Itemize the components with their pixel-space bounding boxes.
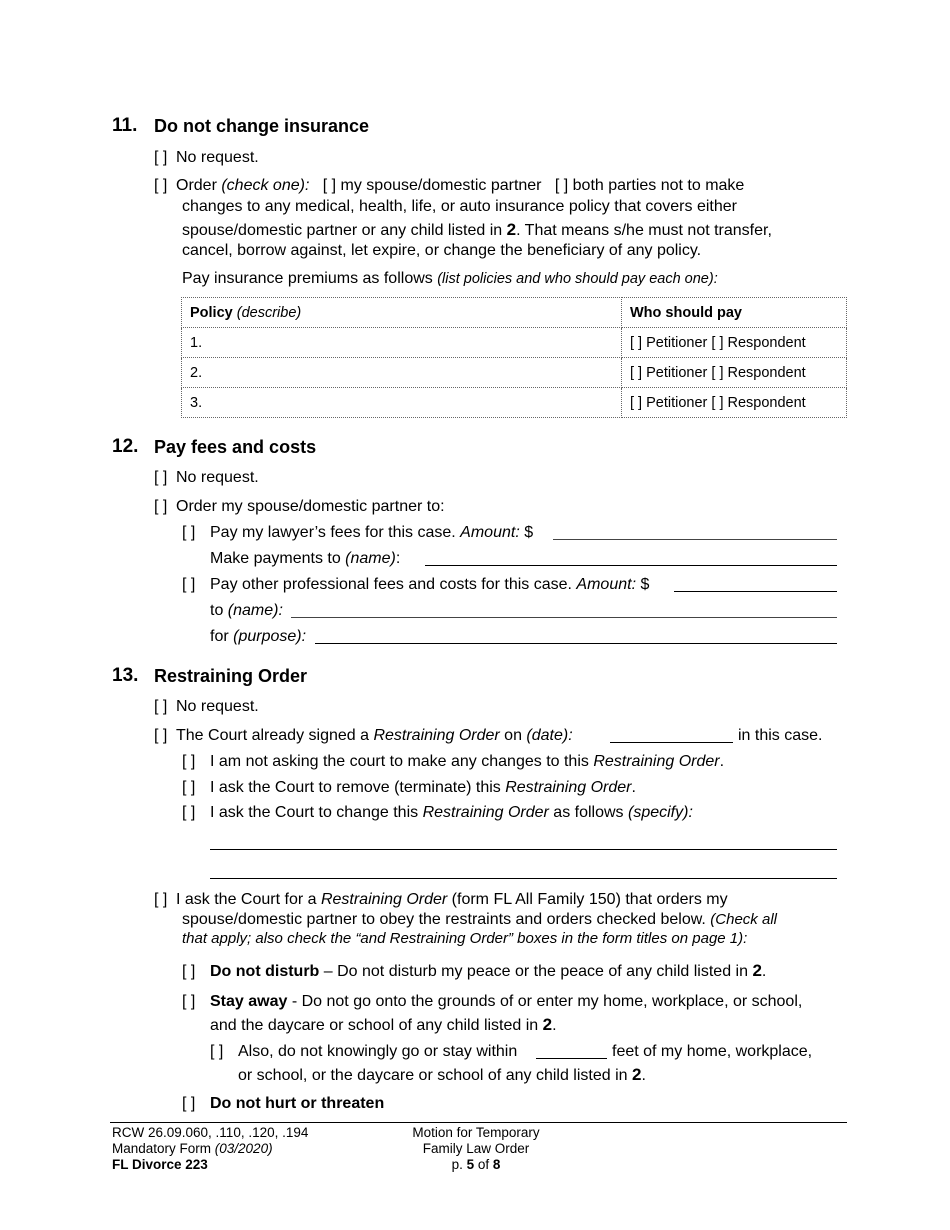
- option-title: Do not hurt or threaten: [210, 1095, 385, 1112]
- table-row: [182, 328, 847, 358]
- no-request-option[interactable]: [154, 698, 259, 716]
- other-amount-field[interactable]: [674, 591, 837, 592]
- checkbox[interactable]: [ ]: [182, 993, 196, 1010]
- purpose-field[interactable]: [315, 643, 837, 644]
- checkbox[interactable]: [ ]: [182, 804, 196, 821]
- option-label: Pay my lawyer’s fees for this case.: [210, 524, 461, 541]
- option-title: Stay away: [210, 993, 288, 1010]
- premiums-instruction: Pay insurance premiums as follows (list policies and who should pay each one):: [182, 270, 718, 287]
- instruction-text: (check one):: [221, 177, 310, 194]
- table-header-row: [182, 298, 847, 328]
- checkbox[interactable]: [ ]: [182, 753, 196, 770]
- checkbox[interactable]: [ ]: [182, 963, 196, 980]
- signed-date-field[interactable]: [610, 742, 733, 743]
- option-label: Order: [176, 177, 222, 194]
- payer-cell[interactable]: [ ] Petitioner [ ] Respondent: [622, 358, 847, 388]
- checkbox[interactable]: [ ]: [154, 698, 168, 715]
- checkbox[interactable]: [ ]: [554, 177, 569, 194]
- section-title: Do not change insurance: [154, 116, 370, 136]
- lawyer-amount-field[interactable]: [553, 539, 837, 540]
- body-text: or school, or the daycare or school of any child listed in 2.: [238, 1065, 646, 1084]
- checkbox[interactable]: [ ]: [322, 177, 337, 194]
- payer-cell[interactable]: [ ] Petitioner [ ] Respondent: [622, 388, 847, 418]
- distance-option[interactable]: [210, 1043, 517, 1061]
- form-name: Restraining Order: [320, 891, 448, 908]
- table-row: [182, 388, 847, 418]
- checkbox[interactable]: [ ]: [210, 1043, 224, 1060]
- form-name: Restraining Order: [593, 753, 720, 770]
- option-label: Pay other professional fees and costs for this case.: [210, 576, 577, 593]
- footer-title: Family Law Order: [422, 1141, 530, 1156]
- payments-label: Make payments to (name):: [210, 550, 401, 567]
- option-label: my spouse/domestic partner: [340, 177, 542, 194]
- option-label: I ask the Court to remove (terminate) this: [210, 779, 506, 796]
- field-label: (date):: [526, 727, 573, 744]
- payments-name-field[interactable]: [425, 565, 837, 566]
- policy-cell[interactable]: 1.: [182, 328, 622, 358]
- option-label: The Court already signed a: [176, 727, 374, 744]
- checkbox[interactable]: [ ]: [182, 576, 196, 593]
- option-label: I am not asking the court to make any changes to this: [210, 753, 594, 770]
- option-label: (form FL All Family 150) that orders my: [447, 891, 728, 908]
- order-option[interactable]: [154, 498, 445, 516]
- option-label: No request.: [176, 698, 259, 715]
- option-label: as follows: [548, 804, 628, 821]
- body-text: cancel, borrow against, let expire, or change the beneficiary of any policy.: [182, 242, 702, 259]
- section-number: 13.: [112, 665, 139, 686]
- no-request-option[interactable]: [154, 469, 259, 487]
- punctuation: .: [761, 963, 767, 980]
- section-number: 12.: [112, 436, 139, 457]
- change-specify-field-1[interactable]: [210, 849, 837, 850]
- column-header-who-pays: Who should pay: [622, 298, 847, 328]
- already-signed-option[interactable]: [154, 727, 573, 745]
- form-name: Restraining Order: [373, 727, 500, 744]
- policy-cell[interactable]: 3.: [182, 388, 622, 418]
- change-option[interactable]: [182, 804, 693, 822]
- footer-mandatory: Mandatory Form (03/2020): [112, 1141, 273, 1156]
- lawyer-fees-option[interactable]: [182, 524, 533, 542]
- distance-feet-field[interactable]: [536, 1058, 607, 1059]
- option-label: both parties not to make: [572, 177, 745, 194]
- field-label: Amount:: [460, 524, 520, 541]
- to-name-label: to (name):: [210, 602, 283, 619]
- option-label: No request.: [176, 469, 259, 486]
- do-not-hurt-option[interactable]: [182, 1095, 384, 1113]
- field-label: (specify):: [627, 804, 693, 821]
- punctuation: .: [631, 779, 636, 796]
- footer-statute: RCW 26.09.060, .110, .120, .194: [112, 1125, 309, 1140]
- footer-form-id: FL Divorce 223: [112, 1157, 208, 1172]
- body-text: changes to any medical, health, life, or auto insurance policy that covers either: [182, 198, 737, 215]
- section-title: Restraining Order: [154, 666, 308, 686]
- body-text: and the daycare or school of any child listed in 2.: [210, 1015, 557, 1034]
- option-label: - Do not go onto the grounds of or enter my home, workplace, or school,: [287, 993, 803, 1010]
- option-label: I ask the Court to change this: [210, 804, 423, 821]
- section-number: 11.: [112, 115, 138, 136]
- ask-for-order-option[interactable]: [154, 891, 728, 909]
- to-name-field[interactable]: [291, 617, 837, 618]
- policy-cell[interactable]: 2.: [182, 358, 622, 388]
- form-name: Restraining Order: [505, 779, 632, 796]
- option-label: – Do not disturb my peace or the peace of any child listed in: [319, 963, 753, 980]
- purpose-label: for (purpose):: [210, 628, 307, 645]
- column-header-policy: Policy (describe): [182, 298, 622, 328]
- change-specify-field-2[interactable]: [210, 878, 837, 879]
- body-text: spouse/domestic partner to obey the restraints and orders checked below. (Check all: [182, 911, 777, 928]
- checkbox[interactable]: [ ]: [182, 524, 196, 541]
- section-title: Pay fees and costs: [154, 437, 317, 457]
- stay-away-option[interactable]: [182, 993, 802, 1011]
- checkbox[interactable]: [ ]: [154, 727, 168, 744]
- option-label: Also, do not knowingly go or stay within: [238, 1043, 518, 1060]
- no-request-option[interactable]: [154, 149, 259, 167]
- punctuation: .: [719, 753, 725, 770]
- option-label: on: [499, 727, 527, 744]
- footer-center: [396, 1125, 556, 1173]
- option-label: feet of my home, workplace,: [612, 1043, 813, 1060]
- footer-left: [112, 1125, 308, 1173]
- checkbox[interactable]: [ ]: [182, 779, 196, 796]
- option-label: I ask the Court for a: [176, 891, 321, 908]
- footer-divider: [110, 1122, 847, 1123]
- body-text: spouse/domestic partner or any child listed in 2. That means s/he must not transfer,: [182, 220, 772, 239]
- checkbox[interactable]: [ ]: [154, 177, 168, 194]
- option-label: No request.: [176, 149, 259, 166]
- field-label: Amount:: [576, 576, 637, 593]
- option-label: in this case.: [738, 727, 823, 744]
- order-option[interactable]: [154, 177, 744, 195]
- option-title: Do not disturb: [210, 963, 320, 980]
- option-label: Order my spouse/domestic partner to:: [176, 498, 445, 515]
- other-fees-option[interactable]: [182, 576, 649, 594]
- checkbox[interactable]: [ ]: [154, 498, 168, 515]
- footer-title: Motion for Temporary: [412, 1125, 540, 1140]
- checkbox[interactable]: [ ]: [154, 149, 168, 166]
- do-not-disturb-option[interactable]: [182, 961, 766, 981]
- form-name: Restraining Order: [422, 804, 549, 821]
- remove-option[interactable]: [182, 779, 636, 797]
- section-reference: 2: [752, 961, 762, 980]
- not-asking-option[interactable]: [182, 753, 724, 771]
- checkbox[interactable]: [ ]: [182, 1095, 196, 1112]
- currency-sign: $: [519, 524, 534, 541]
- page-number: p. 5 of 8: [451, 1157, 501, 1172]
- checkbox[interactable]: [ ]: [154, 891, 168, 908]
- checkbox[interactable]: [ ]: [154, 469, 168, 486]
- payer-cell[interactable]: [ ] Petitioner [ ] Respondent: [622, 328, 847, 358]
- instruction-text: that apply; also check the “and Restraining Order” boxes in the form titles on page 1):: [182, 930, 748, 947]
- insurance-policy-table: [181, 297, 847, 418]
- table-row: [182, 358, 847, 388]
- currency-sign: $: [636, 576, 650, 593]
